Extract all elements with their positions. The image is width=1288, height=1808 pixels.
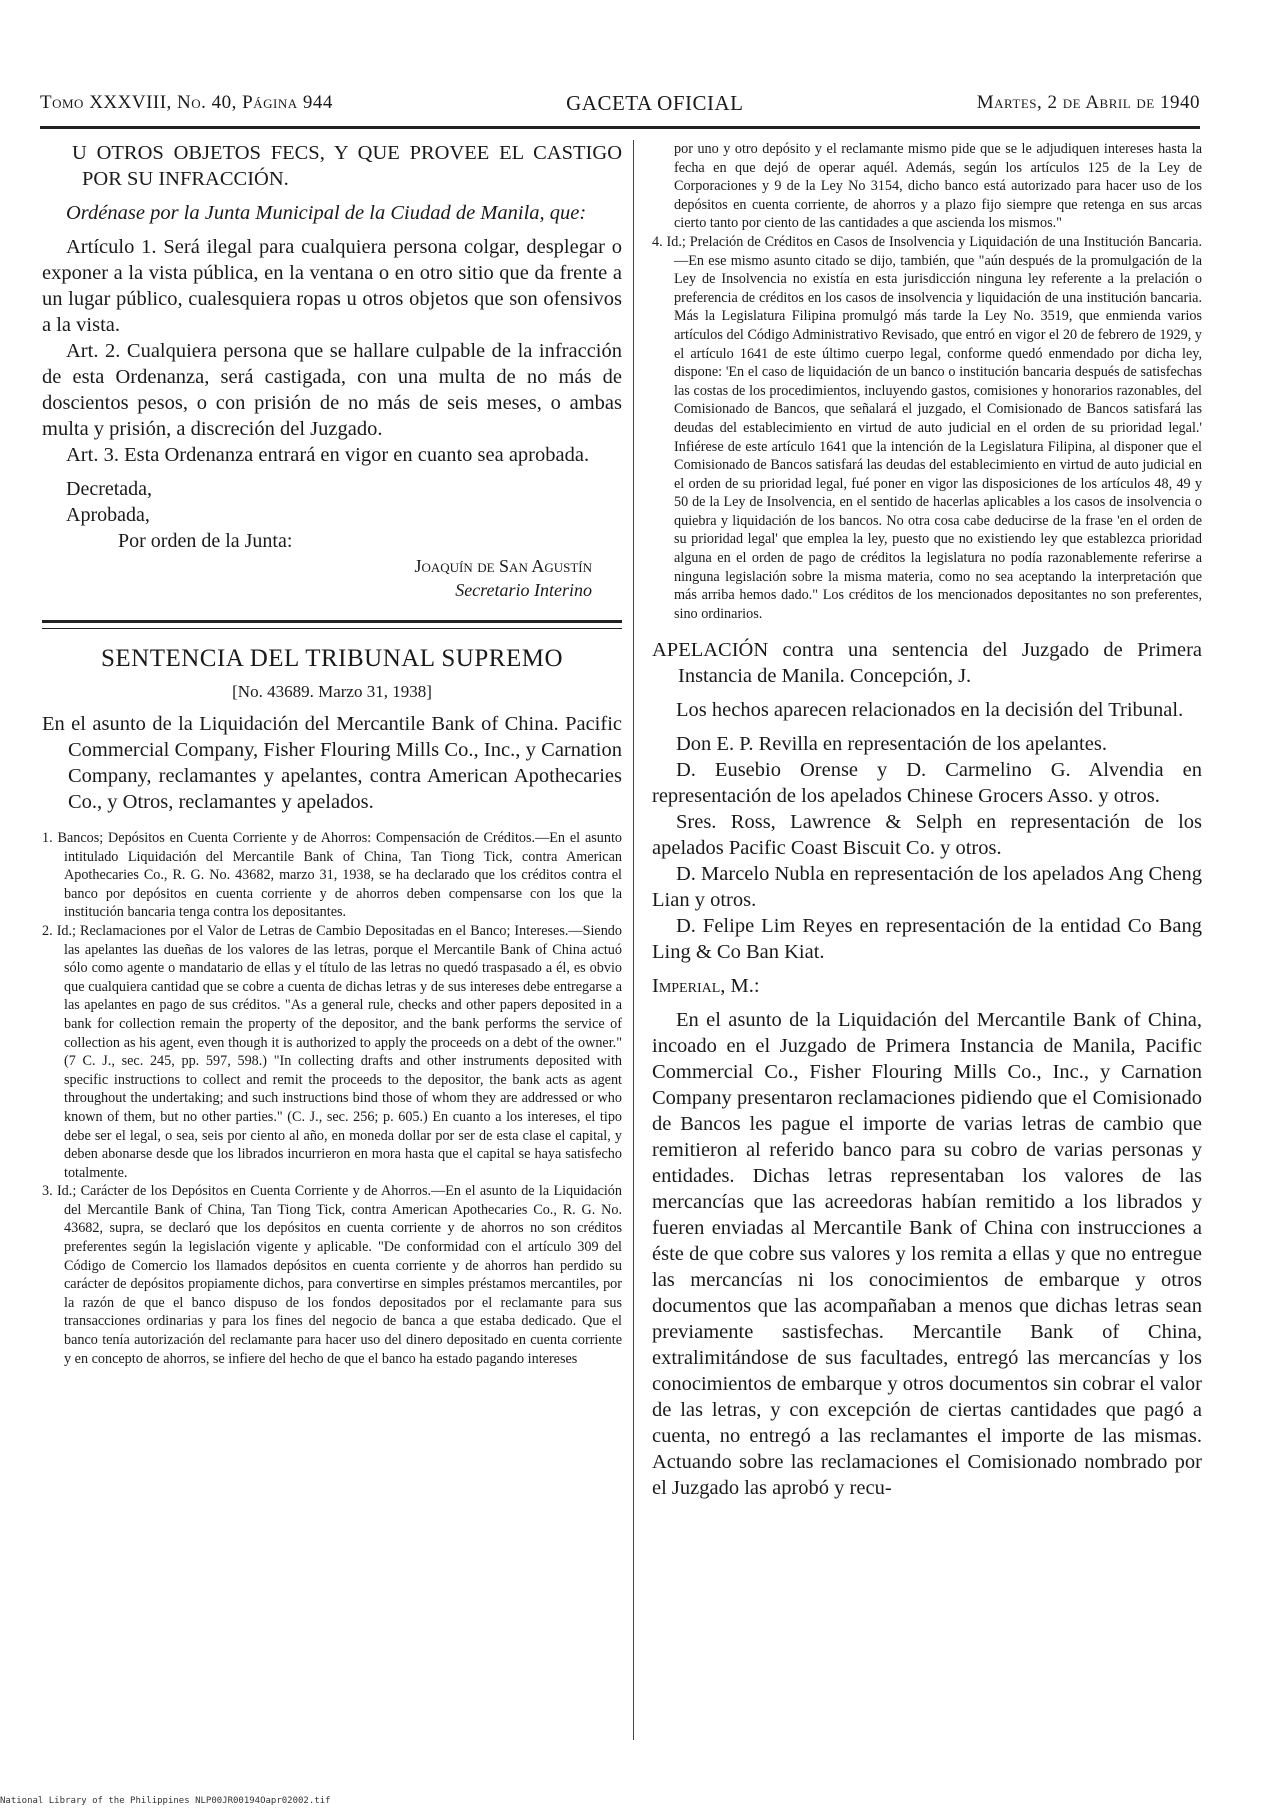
- signatory-title: Secretario Interino: [455, 580, 592, 600]
- sentencia-case-number: [No. 43689. Marzo 31, 1938]: [232, 682, 432, 701]
- syllabus-4: 4. Id.; Prelación de Créditos en Casos de Insolvencia y Liquidación de una Institución Bancaria.—En ese mismo asunto citado se dijo, también, que "aún después de la promulgación de la Ley de Insolvencia no existía en esta jurisdicción ninguna ley referente a la prelación o preferencia de créditos en los casos de insolvencia y liquidación de una institución bancaria. Más la Legislatura Filipina promulgó más tarde la Ley No. 3519, que enmienda varios artículos del Código Administrativo Revisado, que entró en vigor el 20 de febrero de 1929, y el artículo 1641 de este último cuerpo legal, conforme quedó enmendado por dicha ley, dispone: 'En el caso de liquidación de un banco o institución bancaria después de satisfechas las costas de los procedimientos, incluyendo gastos, comisiones y honorarios razonables, del Comisionado de Bancos, que señalará el juzgado, el Comisionado de Bancos satisfará las deudas del establecimiento en virtud de auto judicial en el orden de su prioridad legal.' Infiérese de este artículo 1641 que la intención de la Legislatura Filipina, al disponer que el Comisionado de Bancos satisfará las deudas del establecimiento en virtud de auto judicial en el orden de su prioridad legal, fué poner en vigor las disposiciones de los artículos 48, 49 y 50 de la Ley de Insolvencia, en el sentido de hacerlas aplicables a los casos de insolvencia o quiebra y liquidación de los bancos. No otra cosa cabe deducirse de la frase 'en el orden de su prioridad legal' que emplea la ley, puesto que no existiendo ley que establezca prioridad alguna en el orden de pago de créditos la legislatura no podía razonablemente referirse a ninguna legislación sobre la misma materia, como no sea aceptando la interpretación que más arriba hemos dado." Los créditos de los mencionados depositantes no son preferentes, sino ordinarios.: [652, 233, 1202, 622]
- column-divider: [633, 140, 634, 1740]
- counsel-3: Sres. Ross, Lawrence & Selph en representación de los apelados Pacific Coast Biscuit Co. y otros.: [652, 811, 1202, 860]
- ordinance-article-2: Art. 2. Cualquiera persona que se hallare culpable de la infracción de esta Ordenanza, será castigada, con una multa de no más de doscientos pesos, o con prisión de no más de seis meses, o ambas multa y prisión, a discreción del Juzgado.: [42, 340, 622, 440]
- syllabus-1: 1. Bancos; Depósitos en Cuenta Corriente y de Ahorros: Compensación de Créditos.—En el asunto intitulado Liquidación del Mercantile Bank of China, Tan Tiong Tick, contra American Apothecaries Co., R. G. No. 43682, marzo 31, 1938, se ha declarado que los créditos contra el banco por depósitos en cuenta corriente y de ahorros deben compensarse con los que la institución bancaria tenga contra los depositantes.: [42, 830, 622, 921]
- publication-title: GACETA OFICIAL: [566, 90, 744, 115]
- header-rule: [40, 126, 1200, 129]
- apelacion: APELACIÓN contra una sentencia del Juzgado de Primera Instancia de Manila. Concepción, J.: [652, 639, 1202, 688]
- case-caption: En el asunto de la Liquidación del Mercantile Bank of China. Pacific Commercial Company, Fisher Flouring Mills Co., Inc., y Carnation Company, reclamantes y apelantes, contra American Apothecaries Co., y Otros, reclamantes y apelados.: [42, 713, 622, 813]
- ponente: Imperial, M.:: [652, 975, 760, 998]
- syllabus-3-continued: por uno y otro depósito y el reclamante mismo pide que se le adjudiquen intereses hasta la fecha en que dejó de operar aquél. Además, según los artículos 125 de la Ley de Corporaciones y 9 de la Ley No 3154, dicho banco está autorizado para hacer uso de los depósitos en cuenta corriente, de ahorros y a plazo fijo siempre que retenga en sus arcas cierto tanto por ciento de las cantidades a que ascienda los mismos.": [674, 141, 1202, 232]
- syllabus-3: 3. Id.; Carácter de los Depósitos en Cuenta Corriente y de Ahorros.—En el asunto de la Liquidación del Mercantile Bank of China, Tan Tiong Tick, contra American Apothecaries Co., R. G. No. 43682, supra, se declaró que los depósitos en cuenta corriente y de ahorros no son créditos preferentes según la legislación vigente y aplicable. "De conformidad con el artículo 309 del Código de Comercio los llamados depósitos en cuenta corriente y de ahorros han perdido su carácter de depósitos propiamente dichos, para convertirse en simples préstamos mercantiles, por la razón de que el banco dispuso de los fondos depositados por el reclamante para sus transacciones ordinarias y para los fines del negocio de banca a que estaba dedicado. Que el banco tenía autorización del reclamante para hacer uso del dinero depositado en cuenta corriente y en concepto de ahorros, se infiere del hecho de que el banco ha estado pagando intereses: [42, 1183, 622, 1367]
- ordinance-title: U OTROS OBJETOS FECS, Y QUE PROVEE EL CASTIGO POR SU INFRACCIÓN.: [72, 142, 622, 190]
- ordinance-article-1: Artículo 1. Será ilegal para cualquiera persona colgar, desplegar o exponer a la vista pública, en la ventana o en otro sitio que da frente a un lugar público, cualesquiera ropas u otros objetos que son ofensivos a la vista.: [42, 236, 622, 336]
- section-separator: [42, 620, 622, 629]
- counsel-1: Don E. P. Revilla en representación de los apelantes.: [676, 733, 1107, 756]
- hechos: Los hechos aparecen relacionados en la decisión del Tribunal.: [676, 699, 1184, 722]
- por-orden: Por orden de la Junta:: [118, 530, 293, 552]
- ordinance-article-3: Art. 3. Esta Ordenanza entrará en vigor en cuanto sea aprobada.: [66, 444, 590, 466]
- left-column: [42, 140, 622, 1750]
- sentencia-title: SENTENCIA DEL TRIBUNAL SUPREMO: [100, 645, 563, 672]
- syllabus-2: 2. Id.; Reclamaciones por el Valor de Letras de Cambio Depositadas en el Banco; Intereses.—Siendo las apelantes las dueñas de los valores de las letras, porque el Mercantile Bank of China actuó sólo como agente o mandatario de ellas y el título de las letras no quedó traspasado a él, es obvio que cualquiera cantidad que se cobre a cuenta de dichas letras y de sus intereses debe entregarse a las apelantes en pago de sus créditos. "As a general rule, checks and other papers deposited in a bank for collection remain the property of the depositor, and the bank performs the service of collection as his agent, even though it is authorized to apply the proceeds on a debt of the owner." (7 C. J., sec. 245, pp. 597, 598.) "In collecting drafts and other instruments deposited with specific instructions to collect and remit the proceeds to the depositor, the bank acts as agent throughout the undertaking; and such instructions bind those of whom they are addressed or who known of them, but no other parties." (C. J., sec. 256; p. 605.) En cuanto a los intereses, el tipo debe ser el legal, o sea, seis por ciento al año, en moneda dollar por ser de esta clase el capital, y deben abonarse desde que los librados incurrieron en mora hasta que el capital se haya satisfecho totalmente.: [42, 922, 622, 1181]
- signatory-name: Joaquín de San Agustín: [414, 556, 592, 576]
- aprobada: Aprobada,: [66, 504, 150, 526]
- right-column: [652, 140, 1202, 1750]
- volume-info: Tomo XXXVIII, No. 40, Página 944: [40, 92, 333, 113]
- ordinance-preamble: Ordénase por la Junta Municipal de la Ciudad de Manila, que:: [66, 202, 587, 224]
- decretada: Decretada,: [66, 478, 153, 500]
- issue-date: Martes, 2 de Abril de 1940: [976, 92, 1200, 113]
- counsel-2: D. Eusebio Orense y D. Carmelino G. Alvendia en representación de los apelados Chinese Grocers Asso. y otros.: [652, 759, 1202, 808]
- counsel-4: D. Marcelo Nubla en representación de los apelados Ang Cheng Lian y otros.: [652, 863, 1202, 912]
- scan-footer: National Library of the Philippines NLP00JR00194Oapr02002.tif: [0, 1796, 331, 1806]
- decision-body: En el asunto de la Liquidación del Mercantile Bank of China, incoado en el Juzgado de Primera Instancia de Manila, Pacific Commercial Co., Fisher Flouring Mills Co., Inc., y Carnation Company presentaron reclamaciones pidiendo que el Comisionado de Bancos les pague el importe de varias letras de cambio que remitieron al referido banco para su cobro de varias personas y entidades. Dichas letras representaban los valores de las mercancías que las acreedoras habían remitido a los librados y fueren enviadas al Mercantile Bank of China con instrucciones a éste de que cobre sus valores y los remita a ellas y que no entregue las mercancías ni los conocimientos de embarque y otros documentos que las acompañaban a menos que dichas letras sean previamente sastisfechas. Mercantile Bank of China, extralimitándose de sus facultades, entregó las mercancías y los conocimientos de embarque y otros documentos sin cobrar el valor de las letras, y con excepción de ciertas cantidades que pagó a cuenta, no entregó a las reclamantes el importe de las mismas. Actuando sobre las reclamaciones el Comisionado nombrado por el Juzgado las aprobó y recu-: [652, 1009, 1202, 1500]
- counsel-5: D. Felipe Lim Reyes en representación de la entidad Co Bang Ling & Co Ban Kiat.: [652, 915, 1202, 964]
- page-header: [40, 88, 1200, 118]
